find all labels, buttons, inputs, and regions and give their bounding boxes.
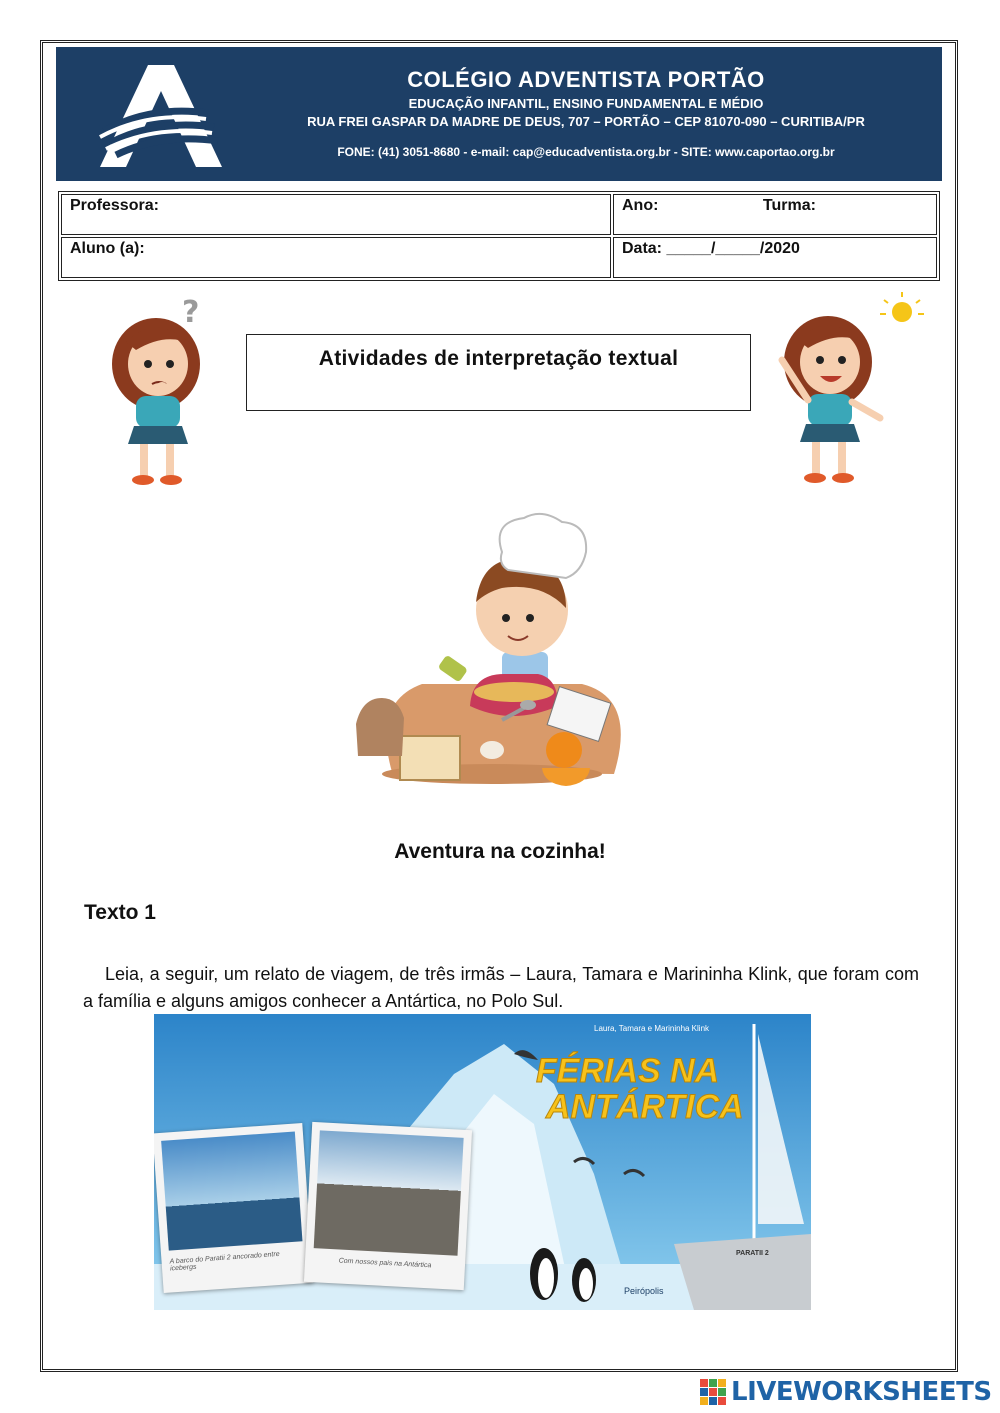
boat-name: PARATII 2: [736, 1250, 769, 1257]
date-field[interactable]: [613, 237, 937, 278]
teacher-label: Professora:: [70, 197, 159, 214]
year-class-field[interactable]: [613, 194, 937, 235]
lightbulb-icon: [880, 292, 924, 322]
photo2-caption: Com nossos pais na Antártica: [338, 1257, 432, 1270]
book-publisher: Peirópolis: [624, 1286, 664, 1296]
school-header-banner: [56, 47, 942, 181]
book-authors: Laura, Tamara e Marininha Klink: [594, 1024, 710, 1033]
school-contact: FONE: (41) 3051-8680 - e-mail: cap@educadventista.org.br - SITE: www.caportao.org.br: [337, 145, 835, 159]
book-cover-ferias-na-antartica: [154, 1014, 811, 1310]
student-info-table: [58, 191, 940, 281]
photo-family: [304, 1122, 472, 1290]
book-title-line1: FÉRIAS NA: [536, 1052, 720, 1090]
class-label: Turma:: [762, 197, 816, 214]
liveworksheets-text: LIVEWORKSHEETS: [731, 1377, 992, 1407]
activity-title: Atividades de interpretação textual: [318, 347, 679, 370]
school-logo-icon: [96, 61, 226, 171]
intro-paragraph: Leia, a seguir, um relato de viagem, de três irmãs – Laura, Tamara e Marininha Klink, que foram com a família e alguns amigos conhecer a Antártica, no Polo Sul.: [83, 964, 919, 1011]
book-title-line2: ANTÁRTICA: [546, 1088, 744, 1126]
date-label: Data: _____/_____/2020: [622, 240, 800, 257]
student-label: Aluno (a):: [70, 240, 145, 257]
photo-sailboat: [154, 1123, 313, 1293]
liveworksheets-logo: [700, 1377, 992, 1407]
school-levels: EDUCAÇÃO INFANTIL, ENSINO FUNDAMENTAL E MÉDIO: [408, 96, 764, 111]
thinking-girl-illustration: [96, 292, 216, 492]
teacher-field[interactable]: [61, 194, 611, 235]
story-title: Aventura na cozinha!: [394, 840, 606, 863]
year-label: Ano:: [622, 197, 659, 214]
photo1-caption: A barco do Paratii 2 ancorado entre icebergs: [169, 1250, 280, 1273]
idea-girl-illustration: [762, 290, 930, 492]
school-name: COLÉGIO ADVENTISTA PORTÃO: [407, 67, 765, 92]
student-field[interactable]: [61, 237, 611, 278]
liveworksheets-grid-icon: [700, 1379, 726, 1405]
activity-title-box: [246, 334, 751, 411]
svg-text:?: ?: [182, 295, 200, 330]
school-address: RUA FREI GASPAR DA MADRE DE DEUS, 707 – PORTÃO – CEP 81070-090 – CURITIBA/PR: [307, 114, 865, 129]
text-heading: Texto 1: [84, 901, 156, 924]
chef-boy-cooking-illustration: [352, 512, 638, 792]
